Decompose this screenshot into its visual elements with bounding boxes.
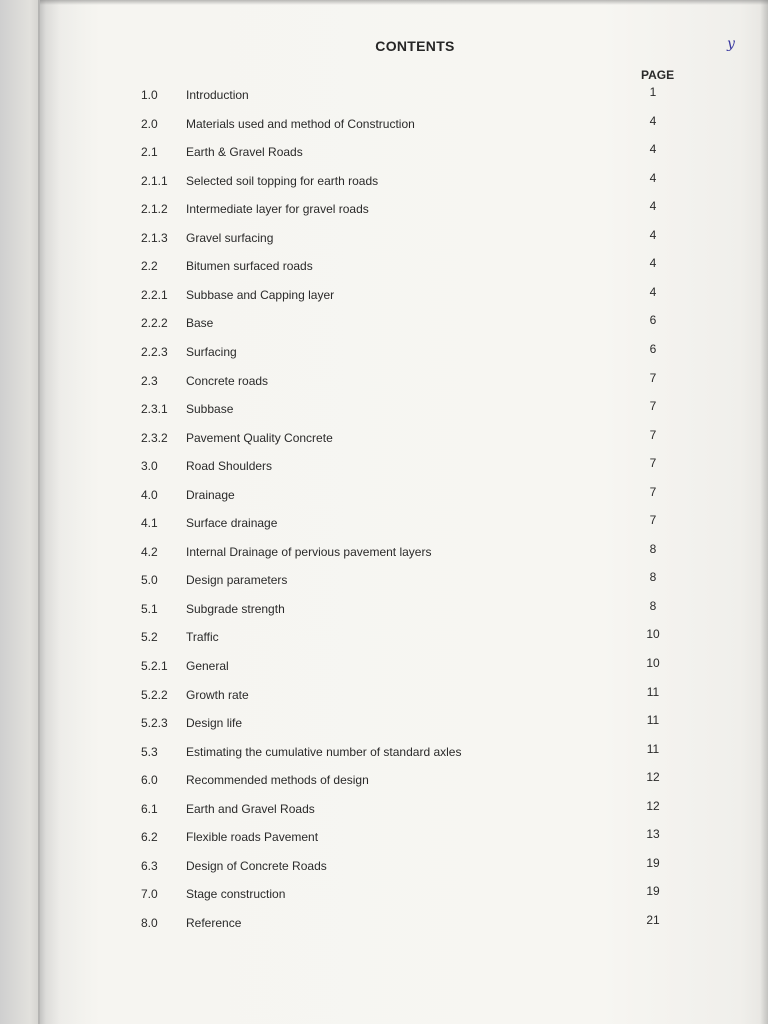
toc-page-number: 11 <box>646 684 660 699</box>
toc-page-number: 19 <box>646 884 660 899</box>
toc-page-number: 1 <box>649 85 657 99</box>
toc-row <box>0 656 768 677</box>
toc-section-title: Subbase <box>186 402 234 417</box>
toc-section-number: 5.1 <box>141 601 158 616</box>
toc-section-title: Bitumen surfaced roads <box>186 259 313 274</box>
toc-section-title: Recommended methods of design <box>186 773 369 788</box>
toc-page-number: 4 <box>649 142 657 157</box>
toc-row <box>0 427 768 449</box>
toc-page-number: 4 <box>649 256 657 271</box>
toc-row <box>0 684 768 706</box>
toc-section-title: Earth & Gravel Roads <box>186 145 303 160</box>
toc-section-number: 5.2.3 <box>141 716 168 731</box>
toc-row <box>0 541 768 563</box>
toc-section-number: 2.2.1 <box>141 287 168 302</box>
toc-row <box>0 370 768 392</box>
toc-section-title: Subbase and Capping layer <box>186 287 335 302</box>
toc-section-number: 2.2 <box>141 259 158 274</box>
toc-row <box>0 142 768 163</box>
toc-section-number: 2.1.2 <box>141 202 168 217</box>
toc-section-number: 2.3.1 <box>141 402 168 417</box>
toc-section-title: Design parameters <box>186 573 288 588</box>
toc-page-number: 4 <box>649 199 657 214</box>
toc-section-title: Drainage <box>186 487 235 502</box>
toc-section-title: Road Shoulders <box>186 459 273 474</box>
toc-row <box>0 827 768 848</box>
toc-section-title: Earth and Gravel Roads <box>186 801 315 816</box>
toc-section-number: 8.0 <box>141 915 158 930</box>
toc-section-number: 2.1 <box>141 145 158 160</box>
toc-section-number: 5.2 <box>141 630 158 645</box>
toc-section-number: 2.2.3 <box>141 344 168 359</box>
toc-section-title: Traffic <box>186 630 219 645</box>
toc-page-number: 21 <box>646 912 660 927</box>
toc-section-number: 7.0 <box>141 887 158 902</box>
toc-section-number: 6.0 <box>141 773 158 788</box>
toc-page-number: 6 <box>649 313 657 328</box>
toc-section-number: 3.0 <box>141 459 158 474</box>
toc-row <box>0 798 768 820</box>
toc-section-title: Estimating the cumulative number of standard axles <box>186 744 462 759</box>
toc-section-number: 6.2 <box>141 830 158 845</box>
toc-section-title: Design of Concrete Roads <box>186 858 327 873</box>
toc-page-number: 7 <box>649 427 657 442</box>
toc-page-number: 10 <box>646 656 660 670</box>
toc-section-title: Flexible roads Pavement <box>186 830 319 845</box>
toc-section-number: 5.2.1 <box>141 659 168 673</box>
toc-row <box>0 627 768 648</box>
toc-row <box>0 199 768 220</box>
toc-row <box>0 713 768 734</box>
toc-page-number: 7 <box>649 456 657 471</box>
toc-row <box>0 170 768 192</box>
toc-page-number: 12 <box>646 798 660 813</box>
toc-section-title: Surface drainage <box>186 516 278 531</box>
toc-section-title: Stage construction <box>186 887 286 902</box>
toc-section-title: Intermediate layer for gravel roads <box>186 202 369 217</box>
toc-section-title: Selected soil topping for earth roads <box>186 173 379 188</box>
toc-page-number: 11 <box>646 713 660 728</box>
toc-page-number: 8 <box>649 541 657 556</box>
toc-page-number: 12 <box>646 770 660 785</box>
toc-row <box>0 598 768 620</box>
toc-section-title: Internal Drainage of pervious pavement layers <box>186 544 432 559</box>
toc-section-title: Materials used and method of Construction <box>186 116 415 131</box>
toc-page-number: 11 <box>646 741 660 756</box>
toc-row <box>0 884 768 905</box>
toc-section-title: Base <box>186 316 214 331</box>
toc-row <box>0 227 768 249</box>
toc-section-number: 4.0 <box>141 487 158 502</box>
toc-section-number: 2.2.2 <box>141 316 168 331</box>
toc-row <box>0 399 768 420</box>
toc-page-number: 7 <box>649 484 657 499</box>
toc-page-number: 6 <box>649 341 657 356</box>
toc-section-title: Introduction <box>186 88 249 102</box>
toc-row <box>0 341 768 363</box>
toc-section-number: 5.3 <box>141 744 158 759</box>
page-title: CONTENTS <box>375 38 455 54</box>
toc-row <box>0 113 768 135</box>
toc-section-title: Reference <box>186 915 242 930</box>
toc-section-title: General <box>186 659 229 673</box>
toc-section-title: Concrete roads <box>186 373 269 388</box>
toc-section-number: 6.1 <box>141 801 158 816</box>
toc-page-number: 7 <box>649 399 657 414</box>
toc-page-number: 10 <box>646 627 660 642</box>
toc-section-number: 2.1.3 <box>141 230 168 245</box>
toc-section-title: Subgrade strength <box>186 601 285 616</box>
toc-row <box>0 85 768 106</box>
toc-row <box>0 513 768 534</box>
page-column-header: PAGE <box>641 68 675 82</box>
toc-section-title: Gravel surfacing <box>186 230 274 245</box>
toc-page-number: 19 <box>646 855 660 870</box>
top-edge-shadow <box>40 0 768 5</box>
toc-page-number: 7 <box>649 513 657 528</box>
toc-section-title: Surfacing <box>186 344 237 359</box>
toc-row <box>0 855 768 877</box>
toc-page-number: 4 <box>649 284 657 299</box>
toc-section-title: Design life <box>186 716 243 731</box>
toc-page-number: 8 <box>649 570 657 585</box>
toc-section-number: 2.3.2 <box>141 430 168 445</box>
toc-section-number: 2.1.1 <box>141 173 168 188</box>
toc-section-number: 4.1 <box>141 516 158 531</box>
toc-row <box>0 570 768 591</box>
toc-row <box>0 256 768 277</box>
toc-row <box>0 912 768 934</box>
toc-section-number: 5.2.2 <box>141 687 168 702</box>
toc-section-title: Growth rate <box>186 687 249 702</box>
toc-section-number: 2.3 <box>141 373 158 388</box>
toc-page-number: 4 <box>649 227 657 242</box>
toc-section-number: 4.2 <box>141 544 158 559</box>
toc-section-title: Pavement Quality Concrete <box>186 430 333 445</box>
toc-page-number: 7 <box>649 370 657 385</box>
toc-section-number: 5.0 <box>141 573 158 588</box>
toc-page-number: 4 <box>649 170 657 185</box>
toc-row <box>0 484 768 506</box>
toc-page-number: 4 <box>649 113 657 128</box>
corner-mark: y <box>727 36 735 52</box>
toc-section-number: 6.3 <box>141 858 158 873</box>
toc-row <box>0 313 768 334</box>
toc-section-number: 1.0 <box>141 88 158 102</box>
toc-row <box>0 741 768 763</box>
toc-row <box>0 284 768 306</box>
toc-page-number: 8 <box>649 598 657 613</box>
toc-page-number: 13 <box>646 827 660 842</box>
toc-section-number: 2.0 <box>141 116 158 131</box>
toc-row <box>0 770 768 791</box>
toc-row <box>0 456 768 477</box>
